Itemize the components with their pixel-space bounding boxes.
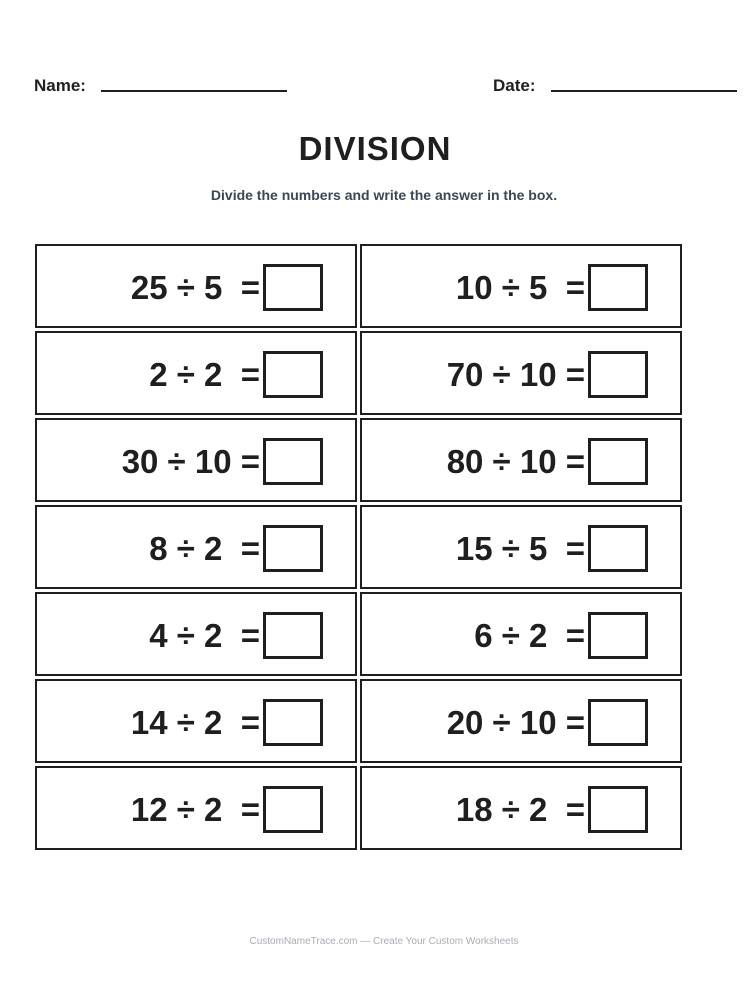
answer-box[interactable] (263, 612, 323, 659)
problem-expression: 10 ÷ 5 = (455, 269, 585, 306)
answer-box[interactable] (588, 612, 648, 659)
answer-box[interactable] (263, 438, 323, 485)
problem-cell (360, 592, 682, 676)
problem-cell (35, 244, 357, 328)
problem-expression: 4 ÷ 2 = (149, 617, 260, 654)
problem-expression: 8 ÷ 2 = (149, 530, 260, 567)
problem-expression: 12 ÷ 2 = (130, 791, 260, 828)
problem-cell (35, 505, 357, 589)
answer-box[interactable] (263, 351, 323, 398)
problem-expression: 14 ÷ 2 = (130, 704, 260, 741)
problem-expression: 18 ÷ 2 = (455, 791, 585, 828)
answer-box[interactable] (588, 351, 648, 398)
footer-credit: CustomNameTrace.com — Create Your Custom Worksheets (249, 936, 519, 947)
name-line[interactable] (101, 90, 287, 92)
name-label: Name: (34, 76, 86, 95)
problem-expression: 15 ÷ 5 = (455, 530, 585, 567)
problem-cell (360, 331, 682, 415)
answer-box[interactable] (263, 786, 323, 833)
problem-cell (360, 766, 682, 850)
problem-cell (35, 679, 357, 763)
answer-box[interactable] (588, 786, 648, 833)
problem-expression: 80 ÷ 10 = (446, 443, 585, 480)
date-line[interactable] (551, 90, 737, 92)
problem-cell (360, 244, 682, 328)
problem-expression: 2 ÷ 2 = (149, 356, 260, 393)
problem-cell (35, 418, 357, 502)
problem-cell (35, 766, 357, 850)
instructions: Divide the numbers and write the answer in the box. (210, 187, 558, 203)
problem-cell (35, 331, 357, 415)
problem-expression: 6 ÷ 2 = (474, 617, 585, 654)
answer-box[interactable] (263, 699, 323, 746)
answer-box[interactable] (588, 264, 648, 311)
answer-box[interactable] (588, 438, 648, 485)
problem-cell (35, 592, 357, 676)
problem-expression: 20 ÷ 10 = (446, 704, 585, 741)
problem-grid (35, 244, 682, 850)
answer-box[interactable] (263, 264, 323, 311)
answer-box[interactable] (263, 525, 323, 572)
problem-cell (360, 505, 682, 589)
answer-box[interactable] (588, 699, 648, 746)
problem-expression: 70 ÷ 10 = (446, 356, 585, 393)
problem-expression: 25 ÷ 5 = (130, 269, 260, 306)
problem-cell (360, 679, 682, 763)
date-label: Date: (493, 76, 536, 95)
page-title: DIVISION (298, 130, 452, 167)
problem-expression: 30 ÷ 10 = (121, 443, 260, 480)
answer-box[interactable] (588, 525, 648, 572)
problem-cell (360, 418, 682, 502)
